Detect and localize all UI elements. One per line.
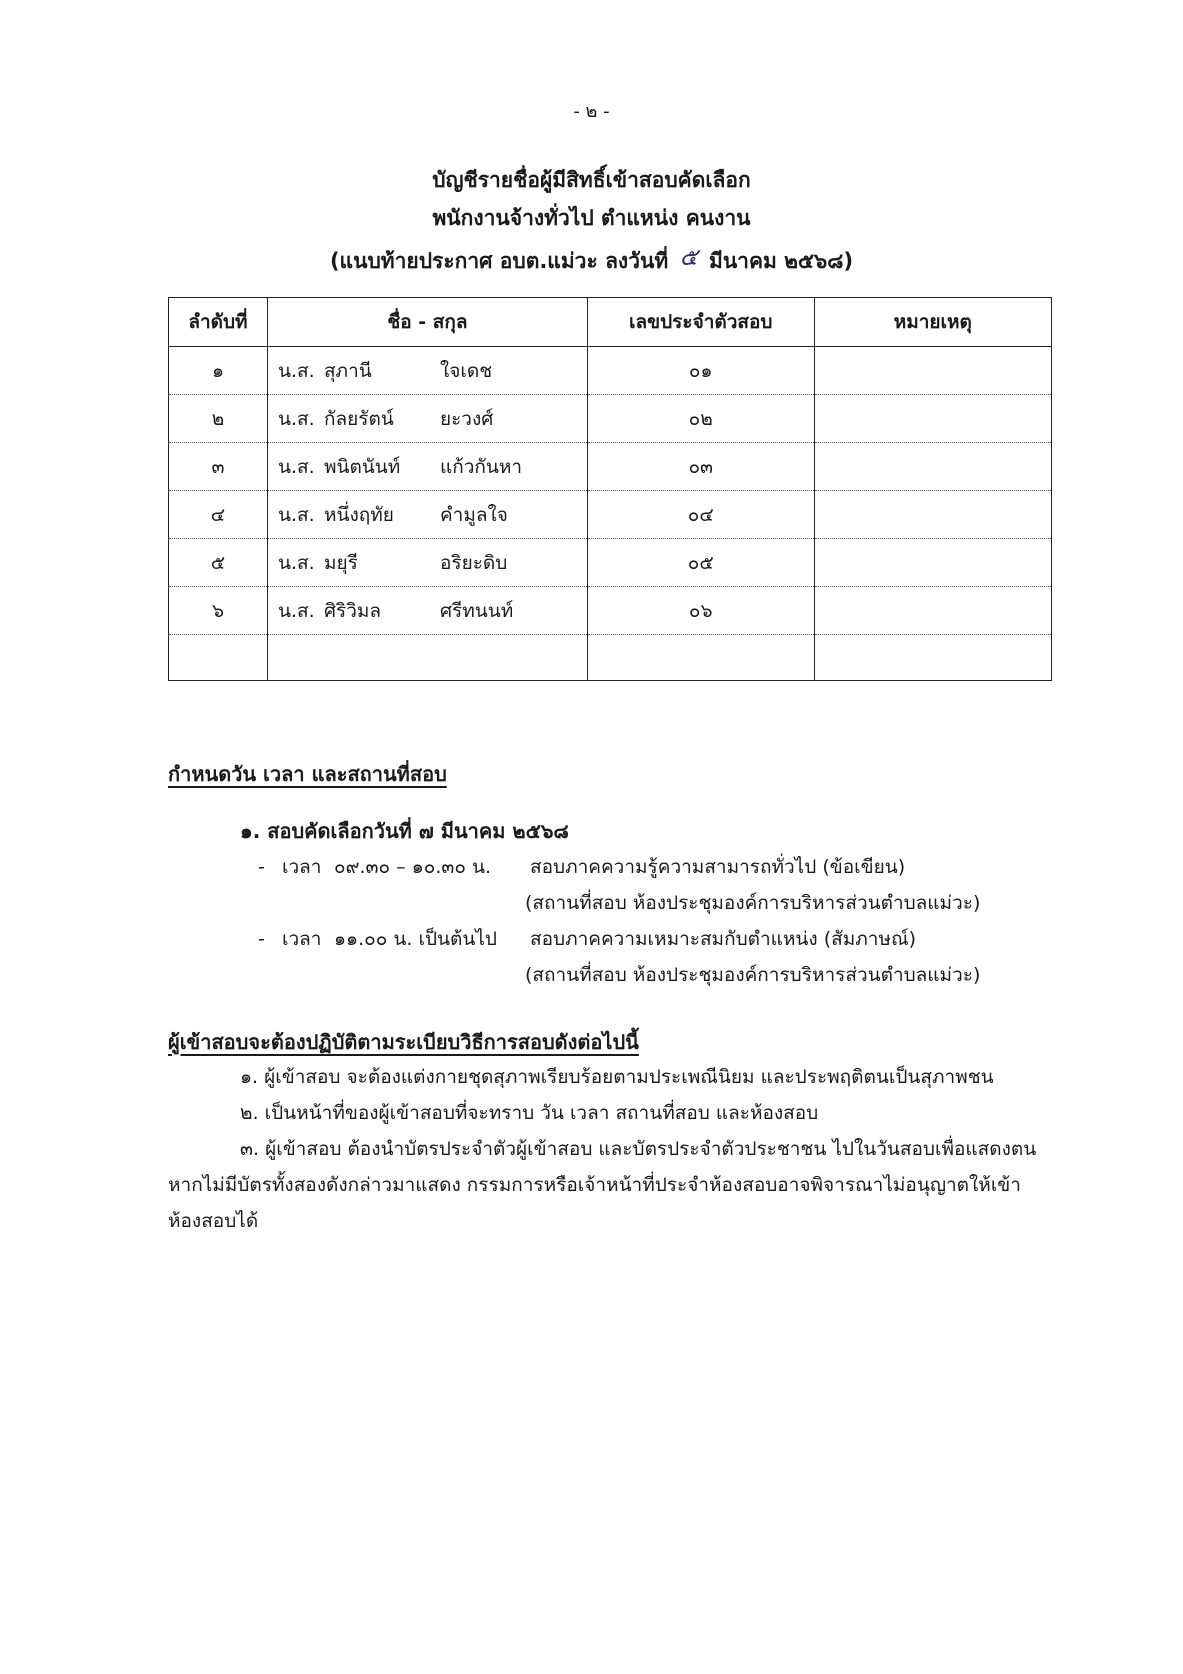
- name-title: น.ส.: [277, 407, 315, 430]
- first-name: กัลยรัตน์: [323, 407, 394, 430]
- cell-name: [267, 347, 587, 395]
- column-header-remarks: หมายเหตุ: [814, 298, 1051, 347]
- exam-location: (สถานที่สอบ ห้องประชุมองค์การบริหารส่วนตำบลแม่วะ): [525, 892, 981, 914]
- cell-order: ๖: [169, 587, 268, 635]
- cell-remarks: [814, 347, 1051, 395]
- last-name: ยะวงศ์: [439, 407, 494, 430]
- cell-name: [267, 491, 587, 539]
- cell-order: ๒: [169, 395, 268, 443]
- schedule-item: [258, 852, 905, 882]
- cell-order: ๓: [169, 443, 268, 491]
- rule-item: ๑. ผู้เข้าสอบ จะต้องแต่งกายชุดสุภาพเรียบร้อยตามประเพณีนิยม และประพฤติตนเป็นสุภาพชน: [240, 1066, 994, 1088]
- last-name: แก้วกันหา: [439, 455, 523, 478]
- column-header-exam-id: เลขประจำตัวสอบ: [587, 298, 814, 347]
- first-name: มยุรี: [323, 551, 358, 574]
- rule-item: ๓. ผู้เข้าสอบ ต้องนำบัตรประจำตัวผู้เข้าสอบ และบัตรประจำตัวประชาชน ไปในวันสอบเพื่อแสดงตน: [240, 1138, 1037, 1160]
- name-title: น.ส.: [277, 599, 315, 622]
- exam-description: สอบภาคความรู้ความสามารถทั่วไป (ข้อเขียน): [530, 856, 906, 878]
- cell-name: [267, 635, 587, 681]
- table-row: [169, 395, 1052, 443]
- cell-remarks: [814, 491, 1051, 539]
- table-row: [169, 443, 1052, 491]
- cell-name: [267, 395, 587, 443]
- cell-exam-id: ๐๖: [587, 587, 814, 635]
- announcement-reference: [0, 240, 1183, 279]
- announcement-reference-suffix: มีนาคม ๒๕๖๘): [708, 249, 854, 273]
- table-row-empty: [169, 635, 1052, 681]
- bullet-dash: -: [258, 928, 265, 950]
- cell-order: ๑: [169, 347, 268, 395]
- first-name: พนิตนันท์: [323, 455, 401, 478]
- name-title: น.ส.: [277, 551, 315, 574]
- rule-item: ๒. เป็นหน้าที่ของผู้เข้าสอบที่จะทราบ วัน เวลา สถานที่สอบ และห้องสอบ: [240, 1102, 819, 1124]
- table-row: [169, 347, 1052, 395]
- name-title: น.ส.: [277, 503, 315, 526]
- table-row: [169, 491, 1052, 539]
- cell-order: [169, 635, 268, 681]
- schedule-item: [258, 924, 916, 954]
- first-name: หนึ่งฤทัย: [323, 503, 394, 526]
- cell-name: [267, 587, 587, 635]
- time-range: ๑๑.๐๐ น. เป็นต้นไป: [334, 928, 497, 950]
- time-label: เวลา: [282, 856, 322, 878]
- exam-date-heading: ๑. สอบคัดเลือกวันที่ ๗ มีนาคม ๒๕๖๘: [240, 819, 569, 843]
- table-header-row: [169, 298, 1052, 347]
- name-title: น.ส.: [277, 359, 315, 382]
- cell-remarks: [814, 635, 1051, 681]
- rule-item-continuation: หากไม่มีบัตรทั้งสองดังกล่าวมาแสดง กรรมการหรือเจ้าหน้าที่ประจำห้องสอบอาจพิจารณาไม่อนุญาตให้เข้า: [168, 1174, 1021, 1196]
- cell-exam-id: ๐๕: [587, 539, 814, 587]
- cell-remarks: [814, 395, 1051, 443]
- candidate-table: [168, 297, 1052, 681]
- last-name: อริยะดิบ: [439, 551, 508, 574]
- rules-heading: ผู้เข้าสอบจะต้องปฏิบัติตามระเบียบวิธีการสอบดังต่อไปนี้: [168, 1030, 639, 1054]
- rule-item-continuation: ห้องสอบได้: [168, 1210, 259, 1232]
- time-range: ๐๙.๓๐ – ๑๐.๓๐ น.: [334, 856, 492, 878]
- last-name: ใจเดช: [439, 359, 493, 382]
- exam-location: (สถานที่สอบ ห้องประชุมองค์การบริหารส่วนตำบลแม่วะ): [525, 964, 981, 986]
- cell-exam-id: ๐๒: [587, 395, 814, 443]
- handwritten-day: ๕: [679, 243, 698, 271]
- cell-exam-id: ๐๔: [587, 491, 814, 539]
- cell-remarks: [814, 443, 1051, 491]
- first-name: สุภานี: [323, 359, 372, 382]
- exam-description: สอบภาคความเหมาะสมกับตำแหน่ง (สัมภาษณ์): [530, 928, 917, 950]
- cell-remarks: [814, 539, 1051, 587]
- page-number: - ๒ -: [573, 101, 610, 122]
- last-name: คำมูลใจ: [439, 503, 508, 526]
- column-header-name: ชื่อ - สกุล: [267, 298, 587, 347]
- cell-exam-id: [587, 635, 814, 681]
- first-name: ศิริวิมล: [323, 599, 382, 622]
- cell-exam-id: ๐๑: [587, 347, 814, 395]
- name-title: น.ส.: [277, 455, 315, 478]
- document-title: บัญชีรายชื่อผู้มีสิทธิ์เข้าสอบคัดเลือก: [432, 168, 751, 192]
- last-name: ศรีทนนท์: [439, 599, 514, 622]
- cell-remarks: [814, 587, 1051, 635]
- cell-name: [267, 539, 587, 587]
- schedule-heading: กำหนดวัน เวลา และสถานที่สอบ: [168, 762, 447, 786]
- announcement-reference-prefix: (แนบท้ายประกาศ อบต.แม่วะ ลงวันที่: [329, 249, 669, 273]
- cell-order: ๔: [169, 491, 268, 539]
- cell-exam-id: ๐๓: [587, 443, 814, 491]
- table-row: [169, 539, 1052, 587]
- time-label: เวลา: [282, 928, 322, 950]
- table-row: [169, 587, 1052, 635]
- cell-name: [267, 443, 587, 491]
- cell-order: ๕: [169, 539, 268, 587]
- position-title: พนักงานจ้างทั่วไป ตำแหน่ง คนงาน: [432, 206, 751, 230]
- column-header-order: ลำดับที่: [169, 298, 268, 347]
- bullet-dash: -: [258, 856, 265, 878]
